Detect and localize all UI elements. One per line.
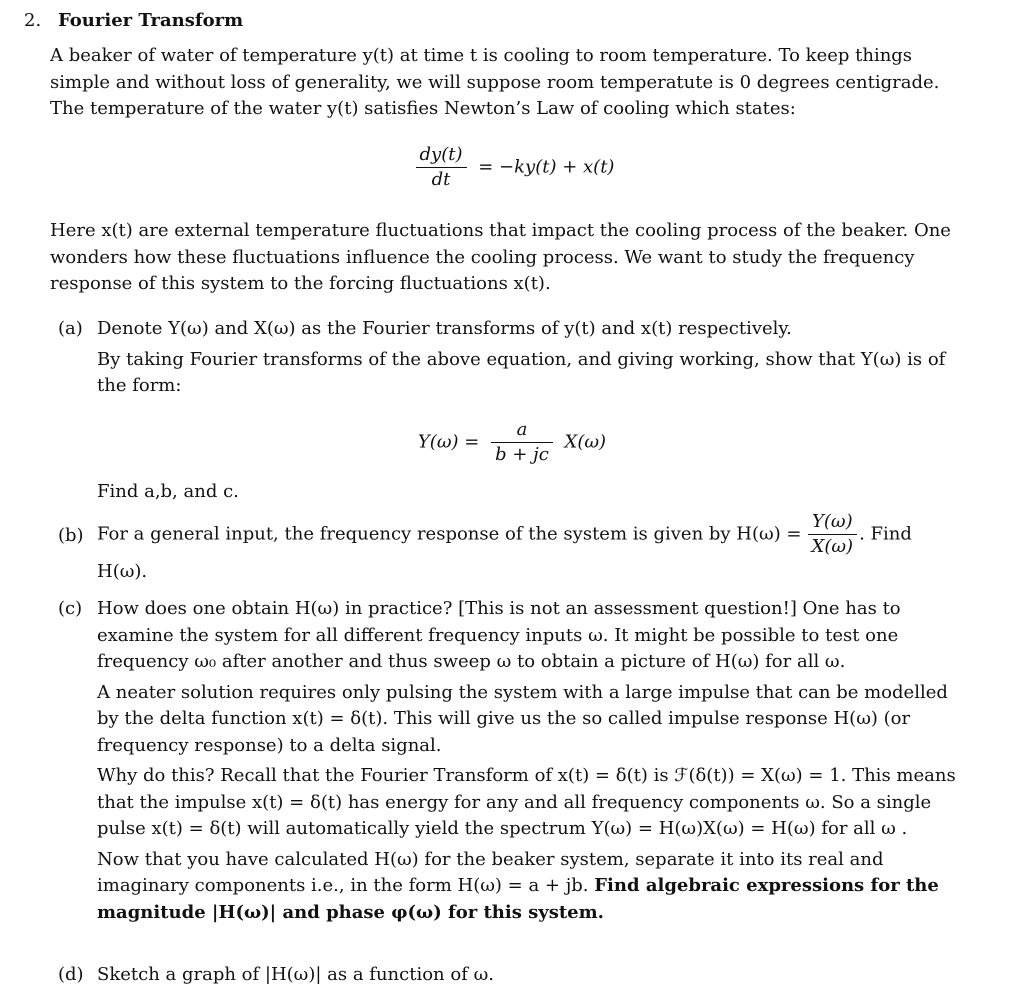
part-b-find: . Find: [859, 523, 912, 545]
part-c-label: (c): [58, 598, 83, 619]
intro-paragraph: A beaker of water of temperature y(t) at time t is cooling to room temperature. To keep things simple and without loss of generality, we will suppose room temperatute is 0 degrees centigrade. The temperature of the water y(t) satisfies Newton’s Law of cooling which states:: [50, 45, 940, 119]
section-title: Fourier Transform: [58, 10, 244, 31]
part-b-label: (b): [58, 525, 84, 546]
derivative-fraction: [416, 143, 467, 192]
part-a-line1: Denote Y(ω) and X(ω) as the Fourier transforms of y(t) and x(t) respectively.: [97, 318, 792, 339]
newton-equation: [0, 143, 1024, 192]
transfer-equation: [0, 418, 1024, 467]
part-d-text: Sketch a graph of |H(ω)| as a function of ω.: [97, 964, 494, 985]
transfer-numerator: a: [491, 418, 553, 443]
part-a-label: (a): [58, 318, 83, 339]
transfer-rhs: X(ω): [564, 431, 607, 453]
part-b-text: For a general input, the frequency response of the system is given by H(ω) =: [97, 523, 802, 545]
part-c-p3: Why do this? Recall that the Fourier Transform of x(t) = δ(t) is ℱ(δ(t)) = X(ω) = 1. This means that the impulse x(t) = δ(t) has energy for any and all frequency components ω. So a single pulse x(t) = δ(t) will automatically yield the spectrum Y(ω) = H(ω)X(ω) = H(ω) for all ω .: [97, 765, 956, 839]
section-number: 2.: [24, 10, 42, 31]
equation-rhs: = −ky(t) + x(t): [478, 156, 615, 178]
part-c-p4-bold: Find algebraic expressions for the magnitude |H(ω)| and phase φ(ω) for this system.: [97, 875, 939, 923]
part-c-body: [97, 596, 971, 926]
part-c-p4: [97, 847, 971, 927]
transfer-denominator: b + jc: [495, 444, 549, 465]
part-a-line2: By taking Fourier transforms of the above equation, and giving working, show that Y(ω) is of the form:: [97, 348, 946, 396]
transfer-lhs: Y(ω) =: [417, 431, 480, 453]
part-d-label: (d): [58, 964, 84, 985]
part-b-fraction: [808, 510, 858, 559]
part-c-p4-plain: Now that you have calculated H(ω) for the beaker system, separate it into its real and imaginary components i.e., in the form H(ω) = a + jb.: [97, 848, 884, 896]
part-c-p2: A neater solution requires only pulsing the system with a large impulse that can be modelled by the delta function x(t) = δ(t). This will give us the so called impulse response H(ω) (or frequency response) to a delta signal.: [97, 681, 948, 756]
derivative-denominator: dt: [431, 169, 451, 190]
part-b-tail: H(ω).: [97, 561, 148, 582]
context-paragraph: Here x(t) are external temperature fluctuations that impact the cooling process of the beaker. One wonders how these fluctuations influence the cooling process. We want to study the frequency response of this system to the forcing fluctuations x(t).: [50, 220, 951, 294]
part-b-numerator: Y(ω): [808, 510, 858, 535]
part-b-body: [97, 510, 971, 585]
part-a-body: [97, 316, 971, 400]
part-c-p1: How does one obtain H(ω) in practice? [This is not an assessment question!] One has to examine the system for all different frequency inputs ω. It might be possible to test one frequency ω₀ after another and thus sweep ω to obtain a picture of H(ω) for all ω.: [97, 598, 901, 672]
transfer-fraction: [491, 418, 553, 467]
part-a-find: Find a,b, and c.: [97, 481, 239, 502]
part-b-denominator: X(ω): [811, 536, 854, 557]
derivative-numerator: dy(t): [416, 143, 467, 168]
